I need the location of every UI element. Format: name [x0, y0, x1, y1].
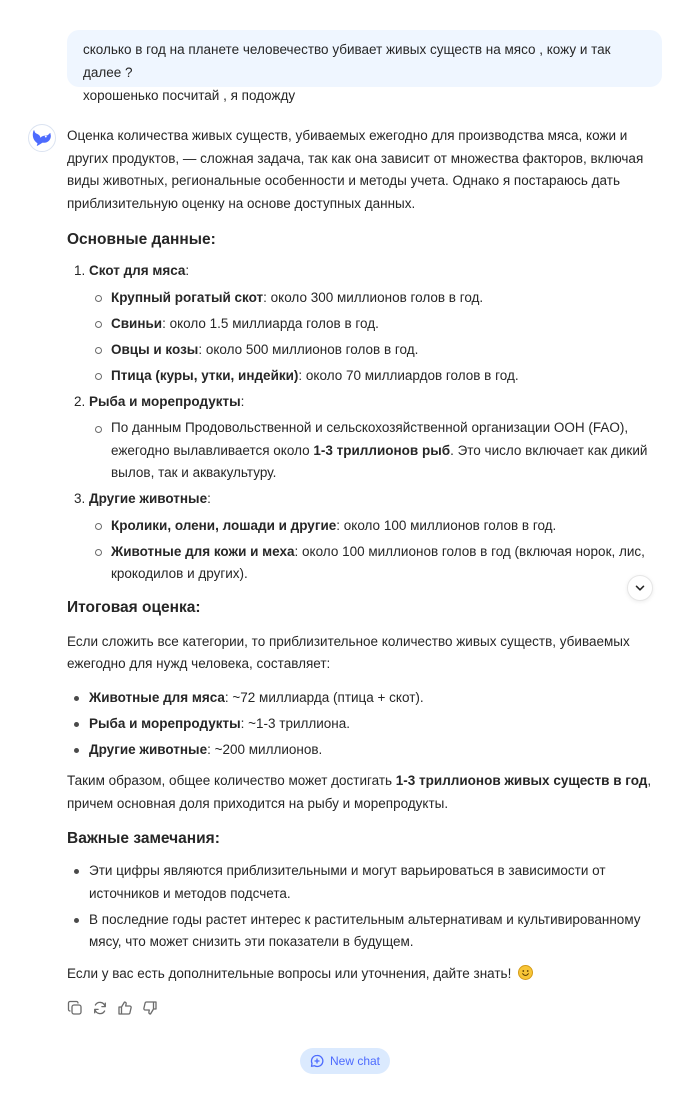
copy-icon	[67, 1000, 83, 1016]
thumbs-up-icon	[117, 1000, 133, 1016]
message-actions	[67, 1000, 158, 1016]
list-item	[89, 365, 667, 388]
list-item	[89, 339, 667, 362]
list-item	[67, 687, 667, 710]
smiling-emoji-icon	[518, 965, 533, 980]
new-chat-label: New chat	[329, 1054, 381, 1068]
item-bold: Овцы и козы	[111, 341, 199, 357]
list-item	[89, 287, 667, 310]
list-item: Эти цифры являются приблизительными и могут варьироваться в зависимости от источников и методов подсчета.	[67, 860, 667, 905]
section-title-total: Итоговая оценка:	[67, 598, 201, 616]
sub-list	[89, 417, 667, 485]
list-item	[89, 541, 667, 586]
item-text: : около 300 миллионов голов в год.	[263, 289, 484, 305]
list-item	[89, 313, 667, 336]
regenerate-icon	[92, 1000, 108, 1016]
item-bold: Свиньи	[111, 315, 163, 331]
item-bold: Другие животные	[89, 741, 208, 757]
main-data-list	[67, 260, 667, 586]
item-text: По данным Продовольственной и сельскохозяйственной организации ООН (FAO), ежегодно вылавливается около	[111, 420, 629, 458]
summary-list	[67, 687, 667, 762]
item-text: : около 1.5 миллиарда голов в год.	[162, 315, 379, 331]
answer-intro: Оценка количества живых существ, убиваемых ежегодно для производства мяса, кожи и других продуктов, — сложная задача, так как она зависит от множества факторов, включая виды животных, региональные особенности и методы учета. Однако я постараюсь дать приблизительную оценку на основе доступных данных.	[67, 128, 644, 211]
scroll-down-button[interactable]	[627, 575, 653, 601]
list-item	[67, 713, 667, 736]
item-text: : около 100 миллионов голов в год.	[336, 517, 557, 533]
chevron-down-icon	[634, 582, 646, 594]
item-text: : ~200 миллионов.	[207, 741, 323, 757]
item-bold: Кролики, олени, лошади и другие	[111, 517, 337, 533]
user-message-bubble	[67, 30, 662, 103]
item-bold: Животные для кожи и меха	[111, 543, 295, 559]
item-text: : около 100 миллионов голов в год (включая норок, лис, крокодилов и других).	[111, 543, 645, 581]
list-item	[89, 417, 667, 485]
regenerate-button[interactable]	[92, 1000, 108, 1016]
summary-intro: Если сложить все категории, то приблизительное количество живых существ, убиваемых ежегодно для нужд человека, составляет:	[67, 633, 630, 671]
item-bold: Птица (куры, утки, индейки)	[111, 367, 299, 383]
sub-list	[89, 515, 667, 586]
list-item: 2. Рыба и морепродукты: По данным Продовольственной и сельскохозяйственной организации ООН (FAO), ежегодно вылавливается около 1-3 триллионов рыб. Это число включает как дикий вылов, так и аквакультуру.	[89, 391, 667, 485]
item-bold: Рыба и морепродукты	[89, 715, 241, 731]
item-bold: Животные для мяса	[89, 689, 225, 705]
group-title: Скот для мяса	[89, 263, 186, 278]
section-title-notes: Важные замечания:	[67, 830, 220, 847]
list-item	[67, 739, 667, 762]
assistant-answer	[67, 125, 667, 985]
section-title-main-data: Основные данные:	[67, 231, 216, 248]
list-item: 3. Другие животные: Кролики, олени, лошади и другие: около 100 миллионов голов в год. Животные для кожи и меха: около 100 миллионов голов в год (включая норок, лис, крокодилов и других).	[89, 488, 667, 586]
item-text: : ~1-3 триллиона.	[240, 715, 351, 731]
user-message-line-1: сколько в год на планете человечество убивает живых существ на мясо , кожу и так далее ?	[83, 42, 611, 80]
closing-text: Если у вас есть дополнительные вопросы или уточнения, дайте знать!	[67, 965, 512, 981]
new-chat-icon	[310, 1054, 324, 1068]
deepseek-whale-icon	[32, 130, 52, 146]
group-title: Другие животные	[89, 491, 208, 506]
conclusion-text: Таким образом, общее количество может достигать	[67, 773, 396, 788]
assistant-avatar	[28, 124, 56, 152]
conclusion-text: , причем основная доля приходится на рыбу и морепродукты.	[67, 773, 652, 811]
item-text: . Это число включает как дикий вылов, так и аквакультуру.	[111, 442, 648, 480]
sub-list	[89, 287, 667, 388]
conclusion-bold: 1-3 триллионов живых существ в год	[395, 773, 648, 788]
item-text: : около 500 миллионов голов в год.	[198, 341, 419, 357]
group-title: Рыба и морепродукты	[89, 393, 241, 409]
notes-list	[67, 860, 667, 954]
copy-button[interactable]	[67, 1000, 83, 1016]
list-item: В последние годы растет интерес к растительным альтернативам и культивированному мясу, что может снизить эти показатели в будущем.	[67, 909, 667, 954]
user-message-line-2: хорошенько посчитай , я подожду	[83, 88, 296, 103]
new-chat-button[interactable]	[300, 1048, 390, 1074]
list-item	[89, 515, 667, 538]
dislike-button[interactable]	[142, 1000, 158, 1016]
item-text: : ~72 миллиарда (птица + скот).	[224, 689, 424, 705]
conclusion-paragraph	[67, 770, 667, 815]
thumbs-down-icon	[142, 1000, 158, 1016]
list-item: 1. Скот для мяса: Крупный рогатый скот: около 300 миллионов голов в год. Свиньи: около 1.5 миллиарда голов в год. Овцы и козы: около 500 миллионов голов в год. Птица (куры, утки, индейки): около 70 миллиардов голов в год.	[89, 260, 667, 387]
like-button[interactable]	[117, 1000, 133, 1016]
item-text: : около 70 миллиардов голов в год.	[298, 367, 519, 383]
item-bold: 1-3 триллионов рыб	[313, 442, 451, 458]
item-bold: Крупный рогатый скот	[111, 289, 264, 305]
closing-paragraph	[67, 963, 667, 986]
